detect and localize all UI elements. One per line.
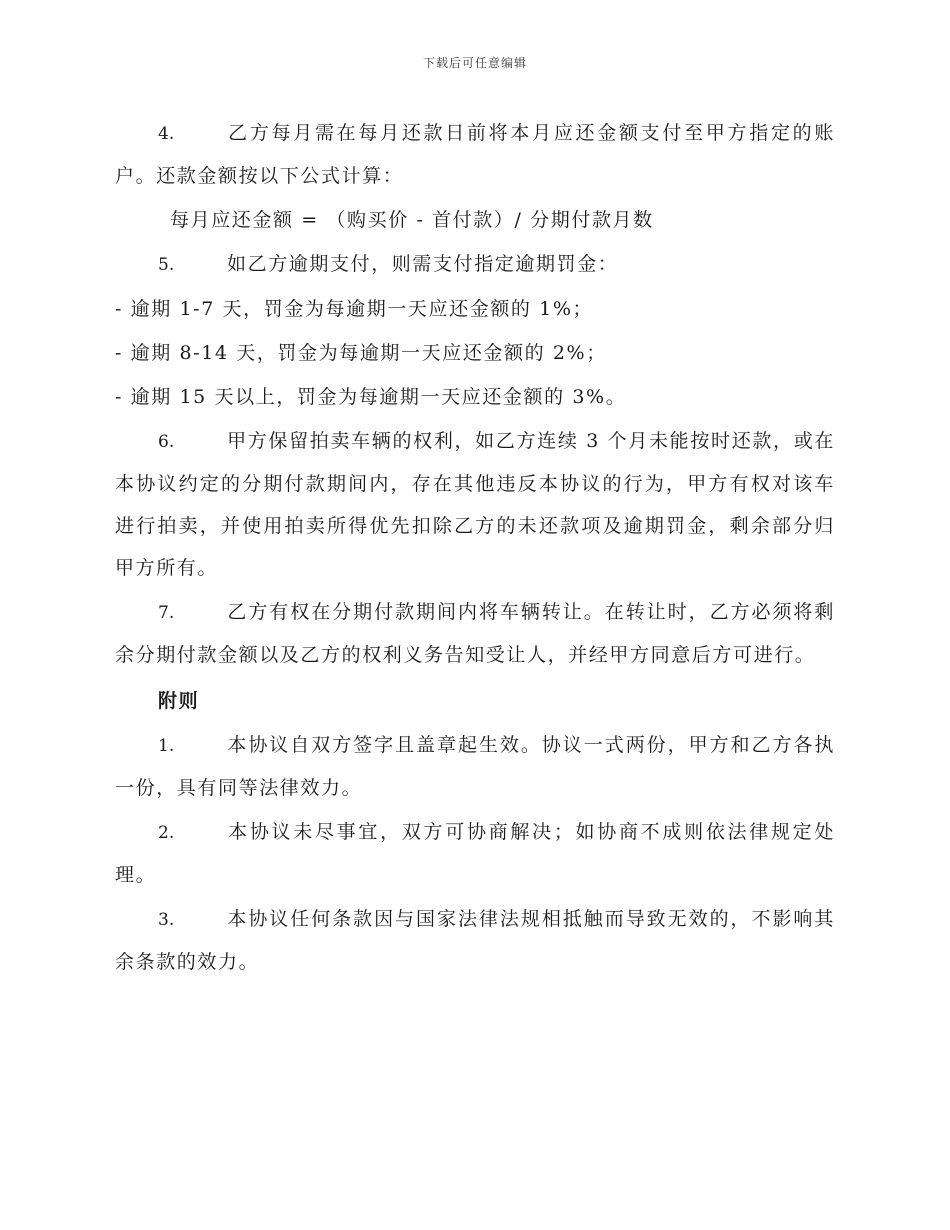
clause-text: 如乙方逾期支付，则需支付指定逾期罚金： [227,253,619,275]
clause-text: 本协议未尽事宜，双方可协商解决；如协商不成则依法律规定处理。 [115,821,835,886]
clause-number: 4. [158,124,175,144]
clause-text: 本协议任何条款因与国家法律法规相抵触而导致无效的，不影响其余条款的效力。 [115,908,835,973]
clause-number: 2. [158,823,175,843]
clause-6 [115,420,835,589]
payment-formula: 每月应还金额 = （购买价 - 首付款）/ 分期付款月数 [170,209,654,231]
clause-7 [115,591,835,676]
clause-5 [115,243,835,286]
penalty-item: - 逾期 1-7 天，罚金为每逾期一天应还金额的 1%； [115,298,594,320]
clause-text: 乙方每月需在每月还款日前将本月应还金额支付至甲方指定的账户。还款金额按以下公式计算： [115,122,835,187]
clause-text: 甲方保留拍卖车辆的权利，如乙方连续 3 个月未能按时还款，或在本协议约定的分期付款期间内，存在其他违反本协议的行为，甲方有权对该车进行拍卖，并使用拍卖所得优先扣除乙方的未还款项及逾期罚金，剩余部分归甲方所有。 [115,430,835,579]
clause-number: 1. [158,736,175,756]
page-header: 下载后可任意编辑 [422,56,527,70]
clause-number: 7. [158,603,175,623]
clause-text: 乙方有权在分期付款期间内将车辆转让。在转让时，乙方必须将剩余分期付款金额以及乙方的权利义务告知受让人，并经甲方同意后方可进行。 [115,601,835,666]
penalty-item: - 逾期 15 天以上，罚金为每逾期一天应还金额的 3%。 [115,386,627,408]
appendix-item [115,898,835,983]
clause-number: 6. [158,432,175,452]
clause-4 [115,112,835,197]
penalty-item: - 逾期 8-14 天，罚金为每逾期一天应还金额的 2%； [115,342,607,364]
clause-number: 3. [158,910,175,930]
clause-number: 5. [158,255,175,275]
clause-text: 本协议自双方签字且盖章起生效。协议一式两份，甲方和乙方各执一份，具有同等法律效力。 [115,734,835,799]
document-body [115,112,835,983]
section-title-appendix: 附则 [158,690,200,712]
appendix-item [115,811,835,896]
appendix-item [115,724,835,809]
